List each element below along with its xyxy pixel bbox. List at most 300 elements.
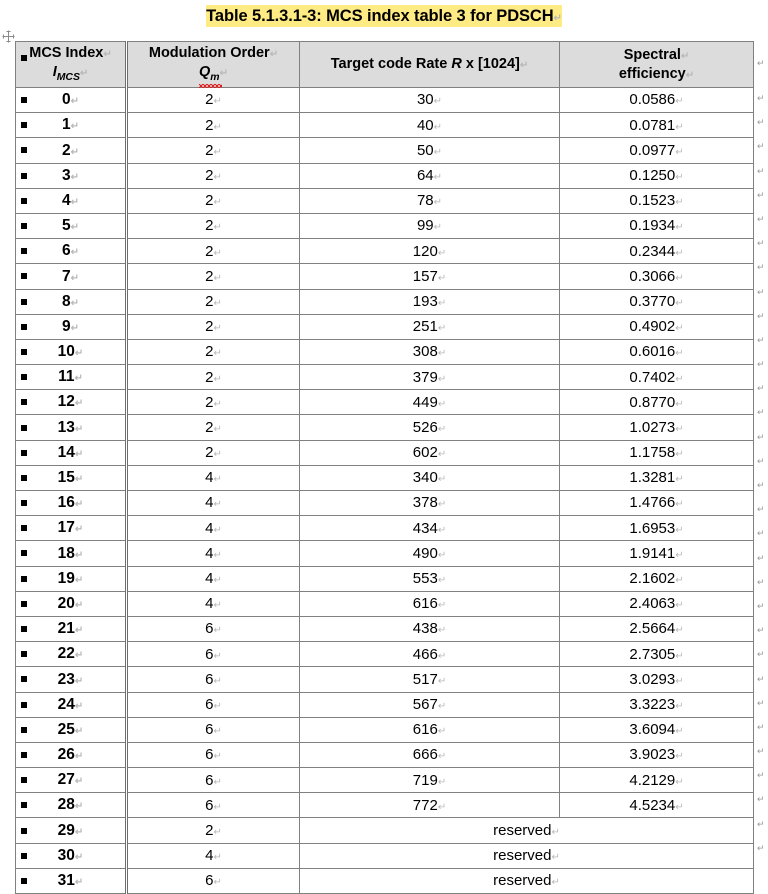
- paragraph-mark-icon: ↵: [757, 673, 765, 684]
- cell-spectral-efficiency: [560, 365, 754, 390]
- cell-spectral-efficiency-value: 2.7305: [629, 645, 676, 663]
- paragraph-mark-icon: ↵: [213, 222, 222, 234]
- paragraph-mark-icon: ↵: [213, 726, 222, 738]
- paragraph-mark-icon: ↵: [675, 297, 684, 309]
- cell-target-code-rate-value: 64: [416, 167, 434, 185]
- cell-mcs-index-value: 21: [57, 620, 75, 638]
- cell-target-code-rate: [300, 314, 560, 339]
- list-bullet-icon: [21, 97, 27, 103]
- cell-spectral-efficiency-value: 0.4902: [629, 318, 676, 336]
- cell-mcs-index-value: 2: [61, 141, 71, 159]
- list-bullet-icon: [21, 475, 27, 481]
- table-row: [16, 616, 754, 641]
- cell-target-code-rate: [300, 213, 560, 238]
- mcs-index-table: [15, 41, 754, 894]
- cell-modulation-order-value: 2: [205, 91, 214, 109]
- paragraph-mark-icon: ↵: [757, 842, 765, 853]
- cell-spectral-efficiency-value: 2.1602: [629, 570, 676, 588]
- list-bullet-icon: [21, 223, 27, 229]
- paragraph-mark-icon: ↵: [433, 172, 443, 184]
- paragraph-mark-icon: ↵: [433, 121, 443, 133]
- cell-mcs-index: [16, 667, 127, 692]
- cell-modulation-order: [127, 566, 300, 591]
- cell-modulation-order: [127, 818, 300, 843]
- column-header-mcs-index-line1: MCS Index: [29, 45, 104, 62]
- cell-modulation-order: [127, 717, 300, 742]
- cell-modulation-order-value: 2: [205, 217, 214, 235]
- cell-target-code-rate-value: 78: [416, 192, 434, 210]
- cell-target-code-rate-value: 99: [416, 217, 434, 235]
- cell-mcs-index: [16, 566, 127, 591]
- cell-target-code-rate-value: 772: [412, 796, 438, 814]
- paragraph-mark-icon: ↵: [675, 751, 684, 763]
- table-row: [16, 667, 754, 692]
- table-row: [16, 415, 754, 440]
- list-bullet-icon: [21, 878, 27, 884]
- cell-modulation-order-value: 6: [205, 645, 214, 663]
- cell-modulation-order-value: 4: [205, 595, 214, 613]
- paragraph-mark-icon: ↵: [433, 197, 443, 209]
- list-bullet-icon: [21, 853, 27, 859]
- paragraph-mark-icon: ↵: [757, 746, 765, 757]
- cell-target-code-rate: [300, 768, 560, 793]
- cell-spectral-efficiency: [560, 516, 754, 541]
- paragraph-mark-icon: ↵: [551, 826, 560, 838]
- cell-modulation-order-value: 2: [205, 116, 214, 134]
- cell-spectral-efficiency-value: 2.5664: [629, 620, 676, 638]
- list-bullet-icon: [21, 399, 27, 405]
- cell-modulation-order: [127, 616, 300, 641]
- paragraph-mark-icon: ↵: [213, 499, 222, 511]
- cell-spectral-efficiency: [560, 264, 754, 289]
- cell-modulation-order: [127, 188, 300, 213]
- cell-mcs-index-value: 30: [57, 846, 75, 864]
- table-row: [16, 843, 754, 868]
- cell-target-code-rate-value: 379: [412, 368, 438, 386]
- paragraph-mark-icon: ↵: [757, 213, 765, 224]
- cell-mcs-index-value: 5: [61, 217, 71, 235]
- cell-spectral-efficiency: [560, 339, 754, 364]
- cell-spectral-efficiency: [560, 667, 754, 692]
- paragraph-mark-icon: ↵: [675, 172, 684, 184]
- list-bullet-icon: [21, 576, 27, 582]
- paragraph-mark-icon: ↵: [74, 398, 84, 410]
- paragraph-mark-icon: ↵: [437, 600, 447, 612]
- paragraph-mark-icon: ↵: [437, 751, 447, 763]
- cell-mcs-index-value: 8: [61, 292, 71, 310]
- list-bullet-icon: [21, 550, 27, 556]
- list-bullet-icon: [21, 676, 27, 682]
- paragraph-mark-icon: ↵: [74, 725, 84, 737]
- cell-target-code-rate: [300, 642, 560, 667]
- paragraph-mark-icon: ↵: [675, 96, 684, 108]
- cell-target-code-rate: [300, 289, 560, 314]
- cell-spectral-efficiency-value: 0.8770: [629, 393, 676, 411]
- column-header-mcs-index-line2: [18, 63, 123, 84]
- cell-modulation-order: [127, 365, 300, 390]
- cell-modulation-order: [127, 793, 300, 818]
- cell-target-code-rate-value: 553: [412, 570, 438, 588]
- paragraph-mark-icon: ↵: [757, 552, 765, 563]
- cell-mcs-index: [16, 717, 127, 742]
- paragraph-mark-icon: ↵: [213, 675, 222, 687]
- table-row: [16, 818, 754, 843]
- cell-spectral-efficiency: [560, 692, 754, 717]
- paragraph-mark-icon: ↵: [757, 649, 765, 660]
- column-header-modulation-order-line1: Modulation Order: [148, 45, 270, 62]
- table-row: [16, 289, 754, 314]
- table-row: [16, 213, 754, 238]
- cell-mcs-index-value: 7: [61, 267, 71, 285]
- cell-target-code-rate-value: 490: [412, 544, 438, 562]
- cell-mcs-index: [16, 289, 127, 314]
- cell-target-code-rate: [300, 239, 560, 264]
- cell-mcs-index: [16, 339, 127, 364]
- cell-modulation-order: [127, 390, 300, 415]
- cell-modulation-order-value: 6: [205, 620, 214, 638]
- cell-mcs-index-value: 26: [57, 746, 75, 764]
- paragraph-mark-icon: ↵: [757, 58, 765, 68]
- paragraph-mark-icon: ↵: [437, 549, 447, 561]
- cell-modulation-order-value: 2: [205, 418, 214, 436]
- paragraph-mark-icon: ↵: [213, 524, 222, 536]
- cell-modulation-order-value: 2: [205, 368, 214, 386]
- cell-target-code-rate: [300, 717, 560, 742]
- list-bullet-icon: [21, 349, 27, 355]
- paragraph-mark-icon: ↵: [437, 474, 447, 486]
- cell-modulation-order: [127, 239, 300, 264]
- table-row: [16, 516, 754, 541]
- subscript-mcs: MCS: [56, 72, 80, 84]
- cell-target-code-rate-value: 666: [412, 746, 438, 764]
- cell-target-code-rate: [300, 591, 560, 616]
- paragraph-mark-icon: ↵: [74, 599, 84, 611]
- cell-spectral-efficiency: [560, 163, 754, 188]
- paragraph-mark-icon: ↵: [74, 373, 83, 385]
- paragraph-mark-icon: ↵: [757, 310, 765, 321]
- table-row: [16, 88, 754, 113]
- table-row: [16, 717, 754, 742]
- cell-modulation-order-value: 6: [205, 721, 214, 739]
- paragraph-mark-icon: ↵: [213, 751, 222, 763]
- cell-modulation-order-value: 2: [205, 318, 214, 336]
- cell-mcs-index-value: 18: [57, 544, 75, 562]
- table-row: [16, 491, 754, 516]
- cell-mcs-index-value: 29: [57, 821, 75, 839]
- cell-target-code-rate-value: 449: [412, 393, 438, 411]
- cell-modulation-order-value: 2: [205, 267, 214, 285]
- cell-mcs-index-value: 16: [57, 494, 75, 512]
- cell-spectral-efficiency-value: 1.6953: [629, 519, 676, 537]
- paragraph-mark-icon: ↵: [675, 449, 684, 461]
- cell-spectral-efficiency-value: 0.1250: [629, 167, 676, 185]
- spellcheck-underline-icon: [199, 63, 220, 84]
- cell-modulation-order: [127, 692, 300, 717]
- cell-mcs-index: [16, 415, 127, 440]
- cell-target-code-rate-value: 719: [412, 771, 438, 789]
- list-bullet-icon: [21, 651, 27, 657]
- paragraph-mark-icon: ↵: [213, 398, 222, 410]
- cell-target-code-rate: [300, 113, 560, 138]
- paragraph-mark-icon: ↵: [437, 348, 447, 360]
- list-bullet-icon: [21, 777, 27, 783]
- cell-target-code-rate: [300, 465, 560, 490]
- cell-modulation-order: [127, 264, 300, 289]
- table-row: [16, 440, 754, 465]
- cell-target-code-rate-value: 466: [412, 645, 438, 663]
- cell-target-code-rate-value: 616: [412, 721, 438, 739]
- paragraph-mark-icon: ↵: [437, 499, 447, 511]
- paragraph-mark-icon: ↵: [757, 721, 765, 732]
- list-bullet-icon: [21, 450, 27, 456]
- paragraph-mark-icon: ↵: [437, 272, 447, 284]
- cell-spectral-efficiency-value: 3.9023: [629, 746, 676, 764]
- cell-mcs-index-value: 25: [57, 720, 75, 738]
- table-move-handle-icon[interactable]: [2, 30, 15, 43]
- cell-modulation-order-value: 4: [205, 519, 214, 537]
- cell-mcs-index: [16, 163, 127, 188]
- cell-target-code-rate-value: 50: [416, 141, 434, 159]
- cell-mcs-index: [16, 768, 127, 793]
- paragraph-mark-icon: ↵: [213, 323, 222, 335]
- cell-mcs-index: [16, 491, 127, 516]
- paragraph-mark-icon: ↵: [437, 297, 447, 309]
- cell-mcs-index-value: 24: [57, 695, 75, 713]
- cell-modulation-order-value: 6: [205, 796, 214, 814]
- paragraph-mark-icon: ↵: [437, 675, 447, 687]
- cell-spectral-efficiency-value: 0.0781: [629, 116, 676, 134]
- paragraph-mark-icon: ↵: [675, 549, 684, 561]
- cell-spectral-efficiency-value: 0.6016: [629, 343, 676, 361]
- list-bullet-icon: [21, 702, 27, 708]
- paragraph-mark-icon: ↵: [70, 146, 79, 158]
- cell-target-code-rate: [300, 491, 560, 516]
- cell-spectral-efficiency-value: 1.3281: [629, 469, 676, 487]
- cell-spectral-efficiency-value: 2.4063: [629, 595, 676, 613]
- list-bullet-icon: [21, 601, 27, 607]
- paragraph-mark-icon: ↵: [213, 423, 222, 435]
- cell-mcs-index: [16, 365, 127, 390]
- paragraph-mark-icon: ↵: [70, 171, 79, 183]
- table-row: [16, 591, 754, 616]
- cell-modulation-order: [127, 516, 300, 541]
- cell-modulation-order-value: 2: [205, 192, 214, 210]
- cell-target-code-rate-value: 567: [412, 695, 438, 713]
- paragraph-mark-icon: ↵: [433, 96, 443, 108]
- paragraph-mark-icon: ↵: [675, 348, 684, 360]
- cell-target-code-rate-value: 157: [412, 267, 438, 285]
- cell-mcs-index: [16, 793, 127, 818]
- paragraph-mark-icon: ↵: [70, 222, 79, 234]
- column-header-spectral-efficiency-line1: Spectral: [623, 46, 681, 63]
- cell-mcs-index-value: 11: [58, 368, 75, 386]
- cell-spectral-efficiency-value: 4.2129: [629, 771, 676, 789]
- cell-target-code-rate: [300, 742, 560, 767]
- paragraph-mark-icon: ↵: [74, 877, 84, 888]
- paragraph-mark-icon: ↵: [213, 348, 222, 360]
- paragraph-mark-icon: ↵: [437, 726, 447, 738]
- paragraph-mark-icon: ↵: [74, 423, 84, 435]
- cell-mcs-index: [16, 465, 127, 490]
- paragraph-mark-icon: ↵: [757, 141, 765, 152]
- cell-reserved-value: reserved: [493, 872, 552, 890]
- column-header-target-code-rate-prefix: Target code Rate: [330, 56, 452, 73]
- paragraph-mark-icon: ↵: [213, 600, 222, 612]
- symbol-r: R: [451, 56, 462, 73]
- paragraph-mark-icon: ↵: [757, 600, 765, 611]
- paragraph-mark-icon: ↵: [675, 398, 684, 410]
- end-of-row-marks: [757, 41, 768, 860]
- paragraph-mark-icon: ↵: [437, 423, 447, 435]
- list-bullet-icon: [21, 525, 27, 531]
- table-row: [16, 239, 754, 264]
- symbol-q: Q: [199, 64, 211, 81]
- list-bullet-icon: [21, 828, 27, 834]
- cell-modulation-order: [127, 440, 300, 465]
- paragraph-mark-icon: ↵: [213, 373, 222, 385]
- list-bullet-icon: [21, 425, 27, 431]
- cell-spectral-efficiency: [560, 213, 754, 238]
- cell-target-code-rate: [300, 692, 560, 717]
- paragraph-mark-icon: ↵: [675, 524, 684, 536]
- cell-spectral-efficiency-value: 3.6094: [629, 721, 676, 739]
- list-bullet-icon: [21, 55, 27, 61]
- cell-mcs-index: [16, 516, 127, 541]
- paragraph-mark-icon: ↵: [437, 323, 447, 335]
- paragraph-mark-icon: ↵: [675, 121, 684, 133]
- cell-spectral-efficiency: [560, 717, 754, 742]
- list-bullet-icon: [21, 500, 27, 506]
- cell-modulation-order-value: 4: [205, 847, 214, 865]
- column-header-spectral-efficiency-line2-label: efficiency: [618, 65, 686, 82]
- cell-target-code-rate: [300, 163, 560, 188]
- cell-spectral-efficiency: [560, 768, 754, 793]
- paragraph-mark-icon: ↵: [70, 272, 79, 284]
- table-row: [16, 138, 754, 163]
- list-bullet-icon: [21, 299, 27, 305]
- column-header-spectral-efficiency-line2: [562, 65, 751, 84]
- paragraph-mark-icon: ↵: [675, 499, 684, 511]
- paragraph-mark-icon: ↵: [213, 247, 222, 259]
- paragraph-mark-icon: ↵: [213, 549, 222, 561]
- paragraph-mark-icon: ↵: [675, 272, 684, 284]
- paragraph-mark-icon: ↵: [74, 474, 84, 485]
- cell-spectral-efficiency: [560, 314, 754, 339]
- cell-spectral-efficiency-value: 4.5234: [629, 796, 676, 814]
- table-row: [16, 742, 754, 767]
- paragraph-mark-icon: ↵: [757, 504, 765, 515]
- cell-spectral-efficiency: [560, 465, 754, 490]
- paragraph-mark-icon: ↵: [437, 449, 447, 461]
- table-row: [16, 113, 754, 138]
- cell-mcs-index: [16, 390, 127, 415]
- paragraph-mark-icon: ↵: [757, 770, 765, 781]
- paragraph-mark-icon: ↵: [70, 297, 79, 309]
- subscript-m: m: [210, 72, 220, 84]
- paragraph-mark-icon: ↵: [675, 474, 684, 486]
- paragraph-mark-icon: ↵: [213, 172, 222, 184]
- paragraph-mark-icon: ↵: [757, 334, 765, 345]
- cell-target-code-rate: [300, 264, 560, 289]
- table-header-row: [16, 42, 754, 88]
- mcs-index-table-container: [15, 41, 753, 894]
- cell-mcs-index: [16, 88, 127, 113]
- cell-mcs-index: [16, 868, 127, 893]
- paragraph-mark-icon: ↵: [757, 818, 765, 829]
- paragraph-mark-icon: ↵: [675, 197, 684, 209]
- paragraph-mark-icon: ↵: [757, 262, 765, 273]
- paragraph-mark-icon: ↵: [74, 348, 84, 360]
- cell-target-code-rate: [300, 667, 560, 692]
- paragraph-mark-icon: ↵: [757, 697, 765, 708]
- cell-mcs-index: [16, 213, 127, 238]
- list-bullet-icon: [21, 802, 27, 808]
- cell-target-code-rate-value: 438: [412, 620, 438, 638]
- cell-modulation-order: [127, 314, 300, 339]
- cell-mcs-index-value: 3: [61, 166, 71, 184]
- paragraph-mark-icon: ↵: [553, 12, 562, 24]
- paragraph-mark-icon: ↵: [213, 197, 222, 209]
- cell-spectral-efficiency-value: 0.1934: [629, 217, 676, 235]
- cell-mcs-index-value: 10: [57, 343, 75, 361]
- paragraph-mark-icon: ↵: [757, 407, 765, 418]
- cell-target-code-rate: [300, 188, 560, 213]
- paragraph-mark-icon: ↵: [519, 60, 529, 72]
- table-row: [16, 566, 754, 591]
- paragraph-mark-icon: ↵: [680, 50, 690, 62]
- cell-modulation-order-value: 2: [205, 343, 214, 361]
- cell-spectral-efficiency-value: 0.2344: [629, 242, 676, 260]
- paragraph-mark-icon: ↵: [757, 794, 765, 805]
- cell-modulation-order: [127, 415, 300, 440]
- cell-modulation-order-value: 6: [205, 695, 214, 713]
- cell-spectral-efficiency: [560, 591, 754, 616]
- cell-mcs-index: [16, 138, 127, 163]
- paragraph-mark-icon: ↵: [685, 69, 695, 81]
- paragraph-mark-icon: ↵: [213, 474, 222, 486]
- paragraph-mark-icon: ↵: [437, 398, 447, 410]
- paragraph-mark-icon: ↵: [675, 650, 684, 662]
- cell-modulation-order: [127, 339, 300, 364]
- paragraph-mark-icon: ↵: [219, 68, 228, 80]
- cell-modulation-order-value: 4: [205, 469, 214, 487]
- cell-spectral-efficiency: [560, 113, 754, 138]
- cell-modulation-order-value: 6: [205, 670, 214, 688]
- cell-mcs-index: [16, 188, 127, 213]
- paragraph-mark-icon: ↵: [74, 650, 84, 662]
- cell-target-code-rate: [300, 616, 560, 641]
- cell-target-code-rate: [300, 566, 560, 591]
- paragraph-mark-icon: ↵: [757, 455, 765, 466]
- paragraph-mark-icon: ↵: [757, 165, 765, 176]
- table-row: [16, 793, 754, 818]
- cell-mcs-index-value: 20: [57, 594, 75, 612]
- list-bullet-icon: [21, 147, 27, 153]
- cell-target-code-rate-value: 308: [412, 343, 438, 361]
- paragraph-mark-icon: ↵: [675, 146, 684, 158]
- paragraph-mark-icon: ↵: [757, 528, 765, 539]
- cell-target-code-rate: [300, 440, 560, 465]
- paragraph-mark-icon: ↵: [757, 359, 765, 370]
- paragraph-mark-icon: ↵: [437, 247, 447, 259]
- paragraph-mark-icon: ↵: [74, 851, 84, 863]
- paragraph-mark-icon: ↵: [213, 801, 222, 813]
- paragraph-mark-icon: ↵: [103, 49, 112, 61]
- paragraph-mark-icon: ↵: [551, 877, 560, 889]
- cell-modulation-order: [127, 138, 300, 163]
- cell-target-code-rate: [300, 339, 560, 364]
- cell-modulation-order-value: 2: [205, 141, 214, 159]
